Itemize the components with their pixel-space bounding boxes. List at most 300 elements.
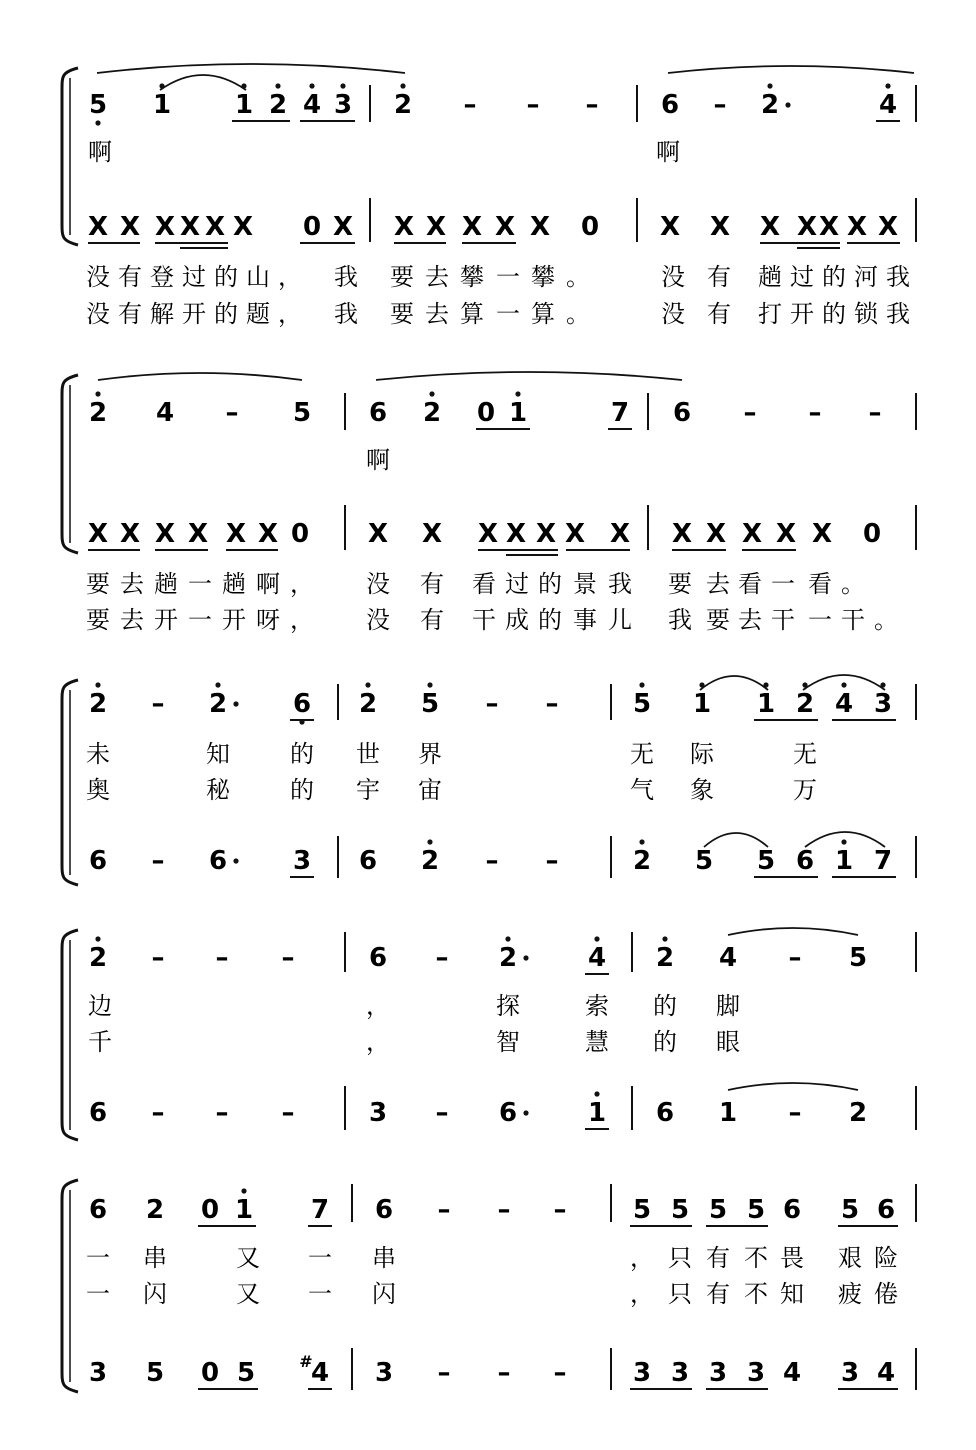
note: 3 xyxy=(632,1358,652,1388)
lyric-char: 要 xyxy=(390,300,414,328)
note: 6 xyxy=(292,689,312,719)
lyric-char: 宇 xyxy=(356,776,380,804)
lyric-char: 干 xyxy=(771,606,795,634)
lyric-char: 我 xyxy=(608,570,632,598)
note: 6 xyxy=(88,1098,108,1128)
rhythm-note: X xyxy=(393,212,415,242)
note: 6 xyxy=(368,943,388,973)
lyric-char: 未 xyxy=(86,740,110,768)
lyric-char: 没 xyxy=(86,300,110,328)
lyric-char: 一 xyxy=(86,1280,110,1308)
lyric-char: 打 xyxy=(758,300,782,328)
octave-dot xyxy=(767,83,772,88)
dash-rest: – xyxy=(437,1358,451,1388)
note: 3 xyxy=(670,1358,690,1388)
note: 4 xyxy=(302,90,322,120)
lyric-char: 啊 xyxy=(656,138,680,166)
slur xyxy=(98,373,302,380)
dash-rest: – xyxy=(788,1098,802,1128)
note: 5 xyxy=(756,846,776,876)
lyric-char: 趟 xyxy=(758,263,782,291)
rhythm-note: X xyxy=(87,212,109,242)
octave-dot xyxy=(429,391,434,396)
octave-dot xyxy=(427,839,432,844)
dash-rest: – xyxy=(151,846,165,876)
lyric-char: 算 xyxy=(460,300,484,328)
dash-rest: – xyxy=(215,1098,229,1128)
lyric-char: 的 xyxy=(290,776,314,804)
dash-rest: – xyxy=(215,943,229,973)
lyric-char: 去 xyxy=(706,570,730,598)
octave-dot xyxy=(639,682,644,687)
octave-dot xyxy=(523,1110,528,1115)
dash-rest: – xyxy=(713,90,727,120)
lyric-char: 过 xyxy=(182,263,206,291)
rhythm-note: X xyxy=(818,212,840,242)
note: 1 xyxy=(234,90,254,120)
dash-rest: – xyxy=(788,943,802,973)
note: 2 xyxy=(795,689,815,719)
lyric-char: 去 xyxy=(738,606,762,634)
lyric-char: 不 xyxy=(744,1280,768,1308)
lyric-char: 索 xyxy=(585,992,609,1020)
note: 2 xyxy=(655,943,675,973)
lyric-char: 倦 xyxy=(874,1280,898,1308)
note: 6 xyxy=(498,1098,518,1128)
lyric-char: 慧 xyxy=(585,1028,609,1056)
lyric-char: 一 xyxy=(86,1244,110,1272)
note: 6 xyxy=(672,398,692,428)
rhythm-note: X xyxy=(425,212,447,242)
note: 5 xyxy=(420,689,440,719)
note: 3 xyxy=(873,689,893,719)
slur xyxy=(728,1083,858,1090)
lyric-char: 有 xyxy=(420,570,444,598)
note: 1 xyxy=(692,689,712,719)
rest: 0 xyxy=(200,1195,220,1225)
octave-dot xyxy=(241,1188,246,1193)
lyric-char: 有 xyxy=(118,263,142,291)
slur xyxy=(376,372,682,380)
octave-dot xyxy=(95,682,100,687)
lyric-char: 没 xyxy=(86,263,110,291)
lyric-char: 干 xyxy=(472,606,496,634)
notation-text xyxy=(86,90,910,1388)
lyric-char: 。 xyxy=(874,606,898,634)
lyric-char: 开 xyxy=(154,606,178,634)
note: 1 xyxy=(834,846,854,876)
note: 2 xyxy=(498,943,518,973)
note: 2 xyxy=(88,943,108,973)
octave-dot xyxy=(427,682,432,687)
lyric-char: 啊 xyxy=(88,138,112,166)
lyric-char: 闪 xyxy=(372,1280,396,1308)
lyric-char: 象 xyxy=(690,776,714,804)
rhythm-note: X xyxy=(179,212,201,242)
rhythm-note: X xyxy=(609,519,631,549)
lyric-char: ， xyxy=(290,570,314,598)
lyric-char: 知 xyxy=(206,740,230,768)
note: 1 xyxy=(508,398,528,428)
note: 2 xyxy=(420,846,440,876)
lyric-char: 又 xyxy=(236,1244,260,1272)
dash-rest: – xyxy=(553,1358,567,1388)
slur xyxy=(704,833,768,847)
lyric-char: 我 xyxy=(886,263,910,291)
note: 5 xyxy=(848,943,868,973)
rhythm-note: X xyxy=(461,212,483,242)
lyric-char: 一 xyxy=(496,263,520,291)
lyric-char: 只 xyxy=(668,1280,692,1308)
rhythm-note: X xyxy=(154,519,176,549)
note: 3 xyxy=(292,846,312,876)
dash-rest: – xyxy=(553,1195,567,1225)
rhythm-note: X xyxy=(505,519,527,549)
slur xyxy=(97,64,405,73)
rest: 0 xyxy=(580,212,600,242)
note: 5 xyxy=(236,1358,256,1388)
note: 2 xyxy=(848,1098,868,1128)
lyric-char: 脚 xyxy=(716,992,740,1020)
note: 2 xyxy=(88,689,108,719)
dash-rest: – xyxy=(497,1358,511,1388)
lyric-char: 的 xyxy=(822,263,846,291)
lyric-char: ， xyxy=(366,992,390,1020)
lyric-char: 看 xyxy=(472,570,496,598)
rhythm-note: X xyxy=(421,519,443,549)
note: 6 xyxy=(374,1195,394,1225)
dash-rest: – xyxy=(437,1195,451,1225)
slur xyxy=(160,75,246,90)
lyric-char: 一 xyxy=(188,570,212,598)
lyric-char: 没 xyxy=(366,606,390,634)
rhythm-note: X xyxy=(529,212,551,242)
lyric-char: 有 xyxy=(706,1244,730,1272)
lyric-char: 。 xyxy=(566,300,590,328)
note: 2 xyxy=(268,90,288,120)
lyric-char: 我 xyxy=(334,300,358,328)
rest: 0 xyxy=(302,212,322,242)
rhythm-note: X xyxy=(671,519,693,549)
lyric-char: 气 xyxy=(630,776,654,804)
lyric-char: 看 xyxy=(738,570,762,598)
octave-dot xyxy=(275,83,280,88)
octave-dot xyxy=(233,858,238,863)
lyric-char: ， xyxy=(290,606,314,634)
rhythm-note: X xyxy=(154,212,176,242)
lyric-char: ， xyxy=(278,300,302,328)
note: 5 xyxy=(88,90,108,120)
lyric-char: 智 xyxy=(496,1028,520,1056)
lyric-char: 去 xyxy=(425,263,449,291)
lyric-char: 际 xyxy=(690,740,714,768)
rhythm-note: X xyxy=(119,519,141,549)
note: 2 xyxy=(760,90,780,120)
dash-rest: – xyxy=(485,689,499,719)
dash-rest: – xyxy=(497,1195,511,1225)
lyric-char: 要 xyxy=(390,263,414,291)
lyric-char: 探 xyxy=(496,992,520,1020)
lyric-char: 又 xyxy=(236,1280,260,1308)
dash-rest: – xyxy=(545,689,559,719)
slur xyxy=(728,928,858,935)
note: 2 xyxy=(145,1195,165,1225)
note: 6 xyxy=(368,398,388,428)
rhythm-note: X xyxy=(775,519,797,549)
octave-dot xyxy=(841,839,846,844)
rest: 0 xyxy=(290,519,310,549)
note: 6 xyxy=(660,90,680,120)
note: 4 xyxy=(155,398,175,428)
rhythm-note: X xyxy=(87,519,109,549)
lyric-char: 的 xyxy=(538,606,562,634)
lyric-char: 我 xyxy=(886,300,910,328)
slur xyxy=(805,832,885,847)
note: 5 xyxy=(694,846,714,876)
slur xyxy=(700,676,768,690)
note: 7 xyxy=(310,1195,330,1225)
note: 7 xyxy=(610,398,630,428)
lyric-char: 要 xyxy=(86,606,110,634)
note: 5 xyxy=(632,689,652,719)
note: 1 xyxy=(756,689,776,719)
note: 5 xyxy=(292,398,312,428)
note: 4 xyxy=(834,689,854,719)
lyric-char: 秘 xyxy=(206,776,230,804)
note: 3 xyxy=(333,90,353,120)
slur xyxy=(668,66,914,73)
lyric-char: 呀 xyxy=(256,606,280,634)
lyric-char: 趟 xyxy=(154,570,178,598)
lyric-char: 一 xyxy=(808,606,832,634)
lyric-char: 题 xyxy=(246,300,270,328)
note: 4 xyxy=(878,90,898,120)
dash-rest: – xyxy=(435,1098,449,1128)
lyric-char: 开 xyxy=(182,300,206,328)
rest: 0 xyxy=(476,398,496,428)
note: 7 xyxy=(873,846,893,876)
rhythm-note: X xyxy=(846,212,868,242)
lyric-char: 串 xyxy=(372,1244,396,1272)
octave-dot xyxy=(639,839,644,844)
lyric-char: 开 xyxy=(790,300,814,328)
octave-dot xyxy=(885,83,890,88)
note: 2 xyxy=(208,689,228,719)
lyric-char: 有 xyxy=(420,606,444,634)
rhythm-note: X xyxy=(877,212,899,242)
lyric-char: 我 xyxy=(668,606,692,634)
octave-dot xyxy=(662,936,667,941)
dash-rest: – xyxy=(435,943,449,973)
lyric-char: 不 xyxy=(744,1244,768,1272)
lyric-char: 过 xyxy=(790,263,814,291)
note: 6 xyxy=(795,846,815,876)
lyric-char: 要 xyxy=(706,606,730,634)
lyric-char: 无 xyxy=(630,740,654,768)
note: 2 xyxy=(393,90,413,120)
rhythm-note: X xyxy=(535,519,557,549)
rhythm-note: X xyxy=(741,519,763,549)
lyric-char: 锁 xyxy=(854,300,878,328)
dash-rest: – xyxy=(868,398,882,428)
rhythm-note: X xyxy=(705,519,727,549)
octave-dot xyxy=(309,83,314,88)
lyric-char: 景 xyxy=(573,570,597,598)
lyric-char: 一 xyxy=(496,300,520,328)
octave-dot xyxy=(594,936,599,941)
lyric-char: 要 xyxy=(668,570,692,598)
lyric-char: 啊 xyxy=(256,570,280,598)
lyric-char: 的 xyxy=(822,300,846,328)
note: 4 xyxy=(718,943,738,973)
lyric-char: 没 xyxy=(661,300,685,328)
lyric-char: 。 xyxy=(566,263,590,291)
octave-dot xyxy=(594,1091,599,1096)
lyric-char: 攀 xyxy=(531,263,555,291)
octave-dot xyxy=(95,120,100,125)
note: 4 xyxy=(876,1358,896,1388)
lyric-char: 算 xyxy=(531,300,555,328)
lyric-char: 有 xyxy=(118,300,142,328)
lyric-char: 去 xyxy=(120,606,144,634)
lyric-char: 事 xyxy=(573,606,597,634)
rhythm-note: X xyxy=(204,212,226,242)
lyric-char: ， xyxy=(278,263,302,291)
note: 5 xyxy=(840,1195,860,1225)
lyric-char: 一 xyxy=(188,606,212,634)
dash-rest: – xyxy=(151,689,165,719)
lyric-char: 闪 xyxy=(143,1280,167,1308)
lyric-char: 疲 xyxy=(838,1280,862,1308)
lyric-char: 过 xyxy=(505,570,529,598)
rhythm-note: X xyxy=(709,212,731,242)
note: 3 xyxy=(746,1358,766,1388)
octave-dot xyxy=(785,102,790,107)
dash-rest: – xyxy=(545,846,559,876)
rest: 0 xyxy=(862,519,882,549)
lyric-char: 的 xyxy=(214,263,238,291)
rhythm-note: X xyxy=(367,519,389,549)
lyric-char: 的 xyxy=(653,992,677,1020)
note: 6 xyxy=(88,1195,108,1225)
lyric-char: 有 xyxy=(706,1280,730,1308)
lyric-char: 有 xyxy=(707,263,731,291)
lyric-char: 的 xyxy=(214,300,238,328)
note: 6 xyxy=(208,846,228,876)
rhythm-note: X xyxy=(257,519,279,549)
note: 3 xyxy=(88,1358,108,1388)
note: 5 xyxy=(746,1195,766,1225)
lyric-char: 艰 xyxy=(838,1244,862,1272)
rhythm-note: X xyxy=(564,519,586,549)
lyric-char: 一 xyxy=(308,1244,332,1272)
note: 1 xyxy=(718,1098,738,1128)
lyric-char: 趟 xyxy=(222,570,246,598)
lyric-char: 险 xyxy=(874,1244,898,1272)
note: 2 xyxy=(422,398,442,428)
octave-dot xyxy=(400,83,405,88)
lyric-char: 没 xyxy=(661,263,685,291)
note: 2 xyxy=(88,398,108,428)
lyric-char: 要 xyxy=(86,570,110,598)
lyric-char: 河 xyxy=(854,263,878,291)
octave-dot xyxy=(523,955,528,960)
lyric-char: 眼 xyxy=(716,1028,740,1056)
lyric-char: 知 xyxy=(780,1280,804,1308)
note: 3 xyxy=(374,1358,394,1388)
dash-rest: – xyxy=(463,90,477,120)
lyric-char: 万 xyxy=(793,776,817,804)
octave-dot xyxy=(515,391,520,396)
rhythm-note: X xyxy=(759,212,781,242)
rhythm-note: X xyxy=(477,519,499,549)
rhythm-note: X xyxy=(494,212,516,242)
lyric-char: 的 xyxy=(653,1028,677,1056)
lyric-char: 的 xyxy=(538,570,562,598)
note: 4 xyxy=(587,943,607,973)
octave-dot xyxy=(340,83,345,88)
lyric-char: 只 xyxy=(668,1244,692,1272)
note: 2 xyxy=(632,846,652,876)
lyric-char: 没 xyxy=(366,570,390,598)
note: 5 xyxy=(708,1195,728,1225)
rhythm-note: X xyxy=(119,212,141,242)
octave-dot xyxy=(95,936,100,941)
dash-rest: – xyxy=(526,90,540,120)
note: 3 xyxy=(840,1358,860,1388)
system-brackets xyxy=(62,68,78,1392)
rhythm-note: X xyxy=(232,212,254,242)
lyric-char: 去 xyxy=(120,570,144,598)
sharp-sign: # xyxy=(299,1352,313,1371)
rhythm-note: X xyxy=(811,519,833,549)
rhythm-note: X xyxy=(187,519,209,549)
lyric-char: 串 xyxy=(143,1244,167,1272)
lyric-char: 世 xyxy=(356,740,380,768)
dash-rest: – xyxy=(225,398,239,428)
note: 6 xyxy=(876,1195,896,1225)
octave-dot xyxy=(95,391,100,396)
lyric-char: 解 xyxy=(150,300,174,328)
lyric-char: ， xyxy=(630,1280,654,1308)
note: 4 xyxy=(310,1358,330,1388)
lyric-char: 干 xyxy=(841,606,865,634)
dash-rest: – xyxy=(743,398,757,428)
lyric-char: ， xyxy=(630,1244,654,1272)
rhythm-note: X xyxy=(796,212,818,242)
lyric-char: ， xyxy=(366,1028,390,1056)
octave-dot xyxy=(365,682,370,687)
dash-rest: – xyxy=(485,846,499,876)
dash-rest: – xyxy=(585,90,599,120)
lyric-char: 边 xyxy=(88,992,112,1020)
note: 6 xyxy=(88,846,108,876)
lyric-char: 看 xyxy=(808,570,832,598)
note: 6 xyxy=(358,846,378,876)
lyric-char: 。 xyxy=(841,570,865,598)
lyric-char: 啊 xyxy=(366,446,390,474)
lyric-char: 山 xyxy=(246,263,270,291)
note: 1 xyxy=(587,1098,607,1128)
note: 5 xyxy=(632,1195,652,1225)
note: 6 xyxy=(782,1195,802,1225)
lyric-char: 千 xyxy=(88,1028,112,1056)
dash-rest: – xyxy=(808,398,822,428)
note: 1 xyxy=(152,90,172,120)
lyric-char: 开 xyxy=(222,606,246,634)
note: 1 xyxy=(234,1195,254,1225)
dash-rest: – xyxy=(151,943,165,973)
